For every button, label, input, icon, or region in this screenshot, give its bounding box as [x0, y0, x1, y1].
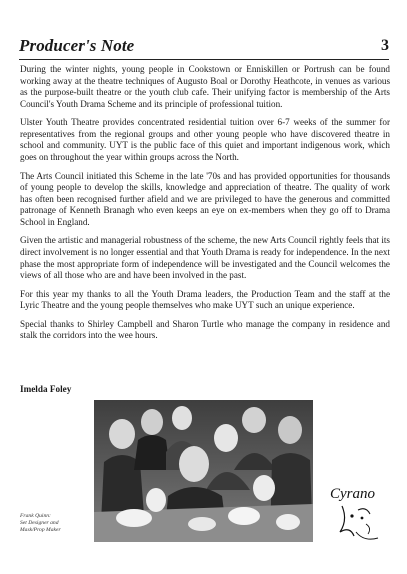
page-number: 3	[381, 37, 389, 54]
paragraph: Ulster Youth Theatre provides concentrated residential tuition over 6-7 weeks of the summer for representatives from the regional groups and other young people who have discovered theatre in school and community. UYT is the public face of this quiet and important indigenous work, which goes on throughout the year within groups across the North.	[20, 117, 390, 163]
page-header	[19, 37, 389, 59]
caption-name: Frank Quinn:	[20, 513, 51, 519]
header-rule	[19, 59, 389, 60]
page-title: Producer's Note	[19, 36, 135, 55]
cyrano-logo	[328, 476, 390, 548]
paragraph: The Arts Council initiated this Scheme in the late '70s and has provided opportunities for thousands of young people to develop the skills, knowledge and appreciation of theatre. The quality of work has often been recognised further afield and we are privileged to have the generous and committed patronage of Kenneth Branagh who even keeps an eye on ex-members when they go off to Drama School in England.	[20, 170, 390, 227]
photo-image	[94, 400, 313, 542]
paragraph: Given the artistic and managerial robustness of the scheme, the new Arts Council rightly feels that its direct involvement is no longer essential and that Youth Drama is ready for independence. In the next phase the most appropriate form of independence will be investigated and the Council welcomes the views of all those who are and have been involved in the past.	[20, 235, 390, 281]
paragraph: For this year my thanks to all the Youth Drama leaders, the Production Team and the staff at the Lyric Theatre and the young people themselves who make UYT such an unique experience.	[20, 288, 390, 311]
author-signature: Imelda Foley	[20, 384, 72, 394]
caption-role-line: Mask/Prop Maker	[20, 527, 61, 534]
cyrano-logo-art	[328, 476, 390, 548]
paragraph: Special thanks to Shirley Campbell and Sharon Turtle who manage the company in residence and stalk the corridors into the wee hours.	[20, 318, 390, 341]
caption-role-line: Set Designer and	[20, 520, 59, 527]
paragraph: During the winter nights, young people in Cookstown or Enniskillen or Portrush can be found working away at the theatre techniques of Augusto Boal or Dorothy Heathcote, in venues as various as the purpose-built theatre or the youth club cafe. Their unifying factor is membership of the Arts Council's Youth Drama Scheme and its principle of professional tuition.	[20, 64, 390, 109]
photo-caption	[20, 513, 90, 535]
article-body	[20, 64, 390, 349]
rehearsal-photo	[94, 400, 313, 542]
logo-wordmark: Cyrano	[330, 486, 375, 502]
